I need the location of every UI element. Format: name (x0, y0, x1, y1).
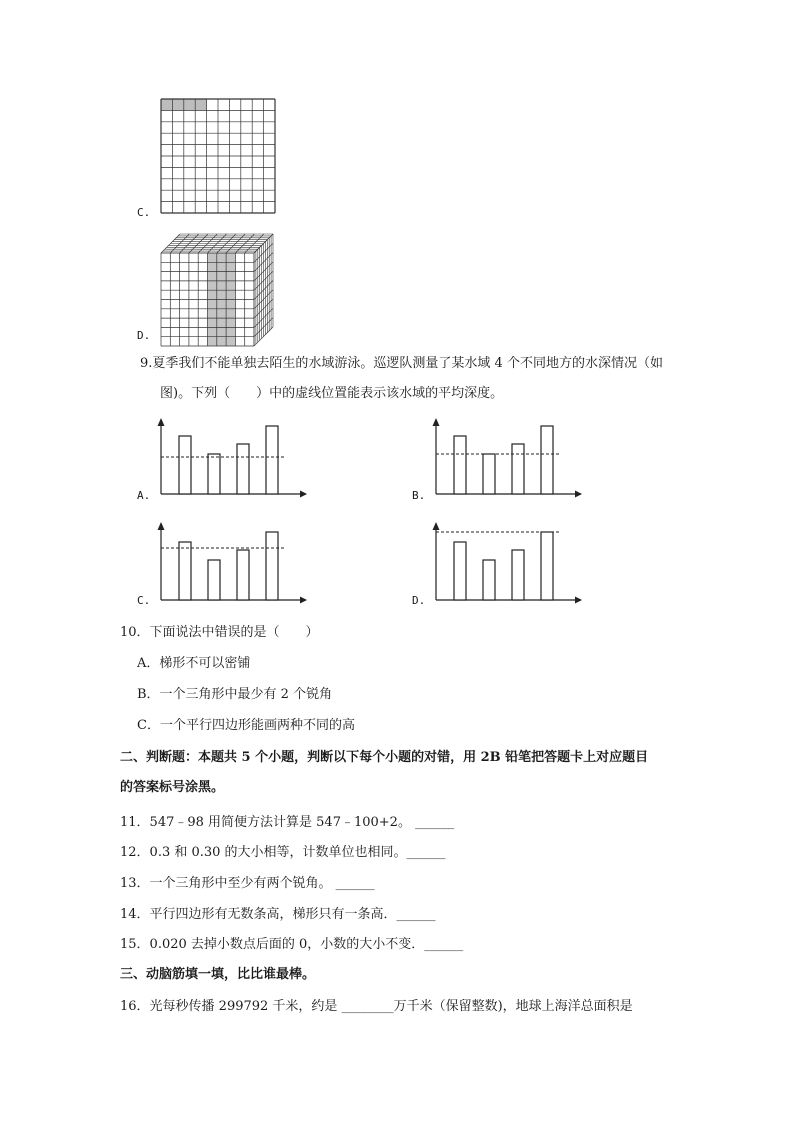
bar-chart-d (430, 522, 585, 606)
x-axis-arrow (300, 597, 307, 604)
bar (483, 454, 495, 494)
bar (512, 550, 524, 600)
bar-chart-a (155, 418, 310, 500)
section-3-heading: 三、动脑筋填一填，比比谁最棒。 (120, 967, 316, 982)
question-10-option-b: B．一个三角形中最少有 2 个锐角 (137, 687, 333, 702)
judgement-15: 15．0.020 去掉小数点后面的 0，小数的大小不变．______ (120, 937, 464, 952)
bar-chart-b (430, 418, 585, 500)
chart-option-d-label: D. (412, 594, 426, 607)
question-10-option-c: C．一个平行四边形能画两种不同的高 (137, 718, 355, 733)
y-axis-arrow (158, 522, 165, 530)
shaded-square (172, 99, 183, 110)
bar (237, 550, 249, 600)
grid-figure-c (161, 99, 276, 214)
y-axis-arrow (433, 522, 440, 530)
bar (541, 532, 553, 600)
x-axis-arrow (575, 491, 582, 498)
section-2-heading-line-2: 的答案标号涂黑。 (120, 780, 225, 795)
shaded-square (195, 99, 206, 110)
option-c-label: C. (137, 206, 151, 219)
bar (266, 532, 278, 600)
bar (208, 560, 220, 600)
bar (208, 454, 220, 494)
question-9-line-2: 图)。下列（ ）中的虚线位置能表示该水域的平均深度。 (160, 386, 504, 401)
question-10-stem: 10．下面说法中错误的是（ ） (120, 625, 319, 640)
judgement-11: 11．547﹣98 用简便方法计算是 547﹣100+2。 ______ (120, 815, 455, 830)
judgement-13: 13．一个三角形中至少有两个锐角。 ______ (120, 876, 375, 891)
question-9-line-1: 9.夏季我们不能单独去陌生的水域游泳。巡逻队测量了某水域 4 个不同地方的水深情况（如 (140, 356, 663, 371)
judgement-12: 12．0.3 和 0.30 的大小相等，计数单位也相同。______ (120, 845, 446, 860)
x-axis-arrow (575, 597, 582, 604)
chart-option-a-label: A. (137, 489, 151, 502)
option-d-label: D. (137, 329, 151, 342)
bar (483, 560, 495, 600)
chart-option-c-label: C. (137, 594, 151, 607)
bar (541, 426, 553, 494)
cube-figure-d (161, 225, 281, 340)
y-axis-arrow (158, 418, 165, 426)
question-10-option-a: A．梯形不可以密铺 (137, 656, 251, 671)
bar (454, 436, 466, 494)
bar (237, 444, 249, 494)
bar (179, 542, 191, 600)
y-axis-arrow (433, 418, 440, 426)
section-2-heading-line-1: 二、判断题：本题共 5 个小题，判断以下每个小题的对错，用 2B 铅笔把答题卡上对应题目 (120, 750, 649, 765)
x-axis-arrow (300, 491, 307, 498)
shaded-square (161, 99, 172, 110)
judgement-14: 14．平行四边形有无数条高，梯形只有一条高．______ (120, 907, 436, 922)
bar (512, 444, 524, 494)
bar (454, 542, 466, 600)
chart-option-b-label: B. (412, 489, 426, 502)
bar (266, 426, 278, 494)
bar (179, 436, 191, 494)
bar-chart-c (155, 522, 310, 606)
shaded-square (184, 99, 195, 110)
question-16: 16．光每秒传播 299792 千米，约是 ________万千米（保留整数)，地球上海洋总面积是 (120, 999, 633, 1014)
